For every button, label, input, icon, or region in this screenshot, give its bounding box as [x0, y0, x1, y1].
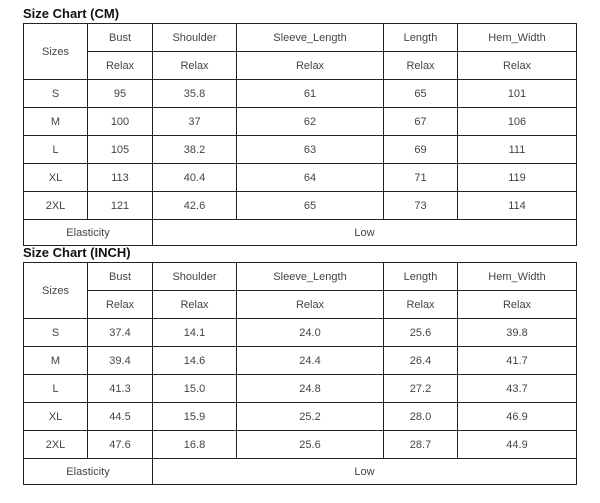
value-cell: 63 [237, 136, 384, 164]
value-cell: 73 [384, 192, 458, 220]
value-cell: 28.7 [384, 431, 458, 459]
size-cell: 2XL [24, 431, 88, 459]
value-cell: 24.8 [237, 375, 384, 403]
value-cell: 100 [88, 108, 153, 136]
value-cell: 67 [384, 108, 458, 136]
value-cell: 39.8 [458, 319, 577, 347]
header-length: Length [384, 24, 458, 52]
sizes-header: Sizes [24, 263, 88, 319]
header-bust: Bust [88, 24, 153, 52]
table-row [24, 136, 577, 164]
table-row [24, 431, 577, 459]
value-cell: 69 [384, 136, 458, 164]
table-row [24, 108, 577, 136]
elasticity-label: Elasticity [24, 459, 153, 485]
value-cell: 65 [237, 192, 384, 220]
value-cell: 105 [88, 136, 153, 164]
value-cell: 28.0 [384, 403, 458, 431]
subheader-cell: Relax [384, 291, 458, 319]
value-cell: 24.0 [237, 319, 384, 347]
value-cell: 41.7 [458, 347, 577, 375]
value-cell: 47.6 [88, 431, 153, 459]
table-subheader-row [24, 52, 577, 80]
header-sleeve-length: Sleeve_Length [237, 24, 384, 52]
table-row [24, 80, 577, 108]
value-cell: 43.7 [458, 375, 577, 403]
size-cell: L [24, 136, 88, 164]
inch-chart-title: Size Chart (INCH) [23, 245, 131, 260]
elasticity-row [24, 220, 577, 246]
value-cell: 15.9 [153, 403, 237, 431]
elasticity-value: Low [153, 220, 577, 246]
value-cell: 25.6 [384, 319, 458, 347]
value-cell: 121 [88, 192, 153, 220]
value-cell: 44.5 [88, 403, 153, 431]
size-cell: XL [24, 403, 88, 431]
header-shoulder: Shoulder [153, 263, 237, 291]
header-hem-width: Hem_Width [458, 24, 577, 52]
value-cell: 16.8 [153, 431, 237, 459]
cm-chart-title: Size Chart (CM) [23, 6, 120, 21]
table-subheader-row [24, 291, 577, 319]
subheader-cell: Relax [458, 52, 577, 80]
value-cell: 44.9 [458, 431, 577, 459]
header-length: Length [384, 263, 458, 291]
value-cell: 65 [384, 80, 458, 108]
subheader-cell: Relax [384, 52, 458, 80]
value-cell: 41.3 [88, 375, 153, 403]
value-cell: 38.2 [153, 136, 237, 164]
subheader-cell: Relax [458, 291, 577, 319]
size-cell: S [24, 80, 88, 108]
header-sleeve-length: Sleeve_Length [237, 263, 384, 291]
value-cell: 40.4 [153, 164, 237, 192]
value-cell: 119 [458, 164, 577, 192]
value-cell: 37 [153, 108, 237, 136]
value-cell: 111 [458, 136, 577, 164]
value-cell: 71 [384, 164, 458, 192]
subheader-cell: Relax [153, 291, 237, 319]
size-cell: S [24, 319, 88, 347]
size-cell: M [24, 108, 88, 136]
value-cell: 27.2 [384, 375, 458, 403]
value-cell: 26.4 [384, 347, 458, 375]
table-row [24, 375, 577, 403]
value-cell: 113 [88, 164, 153, 192]
value-cell: 61 [237, 80, 384, 108]
value-cell: 95 [88, 80, 153, 108]
value-cell: 62 [237, 108, 384, 136]
cm-size-table [23, 23, 577, 246]
value-cell: 42.6 [153, 192, 237, 220]
size-cell: 2XL [24, 192, 88, 220]
size-cell: XL [24, 164, 88, 192]
subheader-cell: Relax [237, 52, 384, 80]
value-cell: 14.1 [153, 319, 237, 347]
table-row [24, 403, 577, 431]
value-cell: 114 [458, 192, 577, 220]
value-cell: 46.9 [458, 403, 577, 431]
elasticity-row [24, 459, 577, 485]
size-cell: M [24, 347, 88, 375]
subheader-cell: Relax [88, 52, 153, 80]
value-cell: 35.8 [153, 80, 237, 108]
table-row [24, 164, 577, 192]
inch-size-table [23, 262, 577, 485]
elasticity-label: Elasticity [24, 220, 153, 246]
value-cell: 24.4 [237, 347, 384, 375]
table-row [24, 192, 577, 220]
value-cell: 14.6 [153, 347, 237, 375]
value-cell: 64 [237, 164, 384, 192]
size-cell: L [24, 375, 88, 403]
value-cell: 25.2 [237, 403, 384, 431]
subheader-cell: Relax [237, 291, 384, 319]
table-row [24, 347, 577, 375]
sizes-header: Sizes [24, 24, 88, 80]
header-hem-width: Hem_Width [458, 263, 577, 291]
value-cell: 37.4 [88, 319, 153, 347]
table-row [24, 319, 577, 347]
value-cell: 101 [458, 80, 577, 108]
value-cell: 15.0 [153, 375, 237, 403]
header-bust: Bust [88, 263, 153, 291]
value-cell: 39.4 [88, 347, 153, 375]
elasticity-value: Low [153, 459, 577, 485]
subheader-cell: Relax [88, 291, 153, 319]
table-header-row [24, 24, 577, 52]
subheader-cell: Relax [153, 52, 237, 80]
value-cell: 25.6 [237, 431, 384, 459]
table-header-row [24, 263, 577, 291]
value-cell: 106 [458, 108, 577, 136]
header-shoulder: Shoulder [153, 24, 237, 52]
